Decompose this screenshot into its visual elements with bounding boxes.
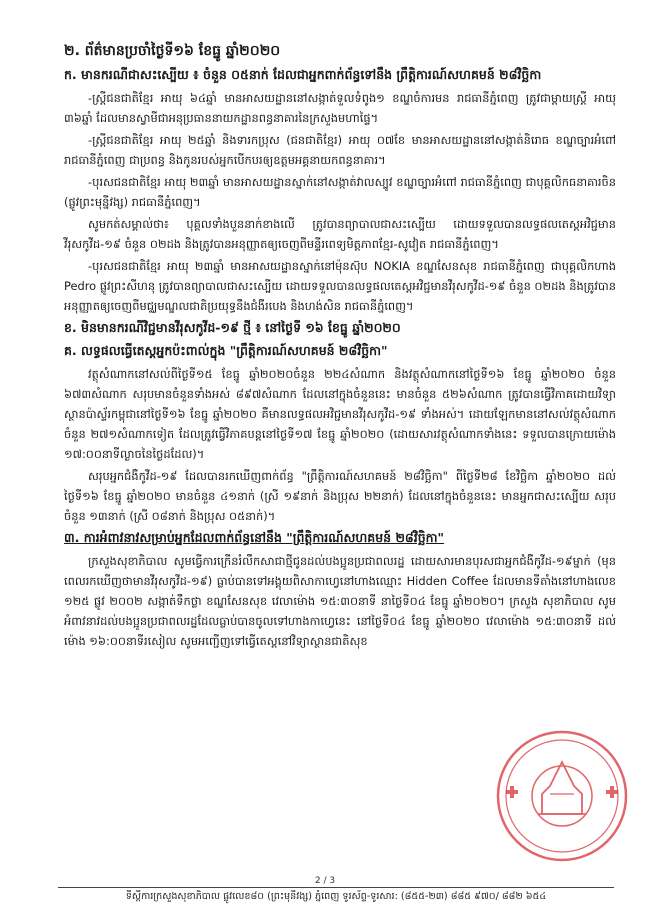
- section-3-title: ៣. ការអំពាវនាវសម្រាប់អ្នកដែលពាក់ព័ន្ធនៅនឹង "ព្រឹត្តិការណ៍សហគមន៍ ២៨វិច្ឆិកា": [64, 530, 445, 545]
- case-paragraph-3: -បុរសជនជាតិខ្មែរ អាយុ ២៣ឆ្នាំ មានអាសយដ្ឋានស្នាក់នៅសង្កាត់វាលស្បូវ ខណ្ឌច្បារអំពៅ រាជធានីភ្នំពេញ ជាបុគ្គលិកធនាគារចិន (ផ្លូវព្រះមុន្នីវង្ស) រាជធានីភ្នំពេញ។: [64, 175, 616, 209]
- page-number: 2 / 3: [314, 876, 336, 886]
- subsection-b-heading: ខ. មិនមានករណីវិជ្ជមានវីរុសកូវីដ-១៩ ថ្មី ៖ នៅថ្ងៃទី ១៦ ខែធ្នូ ឆ្នាំ២០២០: [64, 320, 401, 335]
- appeal-paragraph: ក្រសួងសុខាភិបាល សូមធ្វើការក្រើនរំលឹកសាជាថ្មីជូនដល់បងប្អូនប្រជាពលរដ្ឋ ដោយសារមានបុរសជាអ្នកជំងឺកូវីដ-១៩ម្នាក់ (មុនពេលរកឃើញថាមានវីរុសកូវីដ-១៩) ធ្លាប់បានទៅអង្គុយពិសាកាហ្វេនៅហាងឈ្មោះ Hidden Coffee ដែលមានទីតាំងនៅហាងលេខ ១២៥ ផ្លូវ ២០០២ សង្កាត់ទឹកថ្លា ខណ្ឌសែនសុខ វេលាម៉ោង ១៥:៣០នាទី នាថ្ងៃទី០៤ ខែធ្នូ ឆ្នាំ២០២០។ ក្រសួង សុខាភិបាល សូមអំពាវនាវដល់បងប្អូនប្រជាពលរដ្ឋដែលធ្លាប់បានចូលទៅហាងកាហ្វេនេះ នៅថ្ងៃទី០៤ ខែធ្នូ ឆ្នាំ២០២០ វេលាម៉ោង ១៥:៣០នាទី ដល់ម៉ោង ១៦:០០នាទីរសៀល សូមអញ្ជើញទៅធ្វើតេស្តនៅវិទ្យាស្ថានជាតិសុខ: [64, 554, 616, 648]
- case-paragraph-2: -ស្ត្រីជនជាតិខ្មែរ អាយុ ២៥ឆ្នាំ និងទារកប្រុស (ជនជាតិខ្មែរ) អាយុ ០៧ខែ មានអាសយដ្ឋាននៅសង្កាត់និរោធ ខណ្ឌច្បារអំពៅ រាជធានីភ្នំពេញ ជាប្រពន្ធ និងកូនរបស់អ្នកបើកបរឲ្យឧត្តមអគ្គនាយកពន្ធនាគារ។: [64, 133, 616, 167]
- footer-contact: ទីស្តីការក្រសួងសុខាភិបាល ផ្លូវលេខ៨០ (ព្រះមុនីវង្ស) ភ្នំពេញ ទូរស័ព្ទ-ទូរសារ: (៨៥៥-២៣) ៨៨៥ ៩៧០/ ៨៨២ ៦៥៤: [125, 891, 547, 902]
- document-body: [64, 40, 616, 653]
- section-2-title: ២. ព័ត៌មានប្រចាំថ្ងៃទី១៦ ខែធ្នូ ឆ្នាំ២០២០: [64, 43, 281, 59]
- case-paragraph-1: -ស្ត្រីជនជាតិខ្មែរ អាយុ ៦៤ឆ្នាំ មានអាសយដ្ឋាននៅសង្កាត់ទួលទំពូង១ ខណ្ឌចំការមន រាជធានីភ្នំពេញ ត្រូវជាម្ដាយស្ត្រី អាយុ ៣៦ឆ្នាំ ដែលមានស្វាមីជាអនុប្រធាននាយកដ្ឋានពន្ធនាគារនៃក្រសួងមហាផ្ទៃ។: [64, 91, 616, 125]
- case-paragraph-5: -បុរសជនជាតិខ្មែរ អាយុ ២៣ឆ្នាំ មានអាសយដ្ឋានស្នាក់នៅម៉ុនស៊ុប NOKIA ខណ្ឌសែនសុខ រាជធានីភ្នំពេញ ជាបុគ្គលិកហាង Pedro ផ្លូវព្រះសីហនុ ត្រូវបានព្យាបាលជាសះស្បើយ ដោយទទួលបានលទ្ធផលតេស្តអវិជ្ជមានវីរុសកូវីដ-១៩ ចំនួន ០២ដង និងត្រូវបានអនុញ្ញាតឲ្យចេញពីមជ្ឈមណ្ឌលជាតិប្រយុទ្ធនឹងជំងឺរបេង និងហង់សិន រាជធានីភ្នំពេញ។: [64, 259, 616, 313]
- total-cases-paragraph: សរុបអ្នកជំងឺកូវីដ-១៩ ដែលបានរកឃើញពាក់ព័ន្ធ "ព្រឹត្តិការណ៍សហគមន៍ ២៨វិច្ឆិកា" ពីថ្ងៃទី២៨ ខែវិច្ឆិកា ឆ្នាំ២០២០ ដល់ថ្ងៃទី១៦ ខែធ្នូ ឆ្នាំ២០២០ មានចំនួន ៤១នាក់ (ស្រី ១៩នាក់ និងប្រុស ២២នាក់) ដែលនៅក្នុងចំនួននេះ មានអ្នកជាសះស្បើយ សរុបចំនួន ១៣នាក់ (ស្រី ០៨នាក់ និងប្រុស ០៥នាក់)។: [64, 469, 616, 523]
- footer-divider: [58, 887, 614, 888]
- subsection-c-heading: គ. លទ្ធផលធ្វើតេស្តអ្នកប៉ះពាល់ក្នុង "ព្រឹត្តិការណ៍សហគមន៍ ២៨វិច្ឆិកា": [64, 343, 388, 358]
- subsection-a-heading: ក. មានករណីជាសះស្បើយ ៖ ចំនួន ០៥នាក់ ដែលជាអ្នកពាក់ព័ន្ធទៅនឹង ព្រឹត្តិការណ៍សហគមន៍ ២៨វិច្ឆិកា: [64, 67, 542, 82]
- note-paragraph: សូមកត់សម្គាល់ថា៖ បុគ្គលទាំងបួននាក់ខាងលើ ត្រូវបានព្យាបាលជាសះស្បើយ ដោយទទួលបានលទ្ធផលតេស្តអវិជ្ជមានវីរុសកូវីដ-១៩ ចំនួន ០២ដង និងត្រូវបានអនុញ្ញាតឲ្យចេញពីមន្ទីរពេទ្យមិត្តភាពខ្មែរ-សូវៀត រាជធានីភ្នំពេញ។: [64, 217, 616, 251]
- ministry-seal-stamp: [492, 726, 632, 866]
- test-results-paragraph: វត្ថុសំណាកនៅសល់ពីថ្ងៃទី១៥ ខែធ្នូ ឆ្នាំ២០២០ចំនួន ២២៤សំណាក និងវត្ថុសំណាកនៅថ្ងៃទី១៦ ខែធ្នូ ឆ្នាំ២០២០ ចំនួន ៦៧៣សំណាក សរុបមានចំនួនទាំងអស់ ៨៩៧សំណាក ដែលនៅក្នុងចំនួននេះ មានចំនួន ៥២៦សំណាក ត្រូវបានធ្វើវិភាគដោយវិទ្យាស្ថានប៉ាស្ទ័រកម្ពុជានៅថ្ងៃទី១៦ ខែធ្នូ ឆ្នាំ២០២០ គឺមានលទ្ធផលអវិជ្ជមានវីរុសកូវីដ-១៩ ទាំងអស់។ ដោយឡែកមាននៅសល់វត្ថុសំណាកចំនួន ២៧១សំណាកទៀត ដែលត្រូវធ្វើវិភាគបន្តនៅថ្ងៃទី១៧ ខែធ្នូ ឆ្នាំ២០២០ (ដោយសារវត្ថុសំណាកទាំងនេះ ទទួលបានក្រោយម៉ោង ១៧:០០នាទីល្ងាចនៃថ្ងៃដដែល)។: [64, 367, 616, 461]
